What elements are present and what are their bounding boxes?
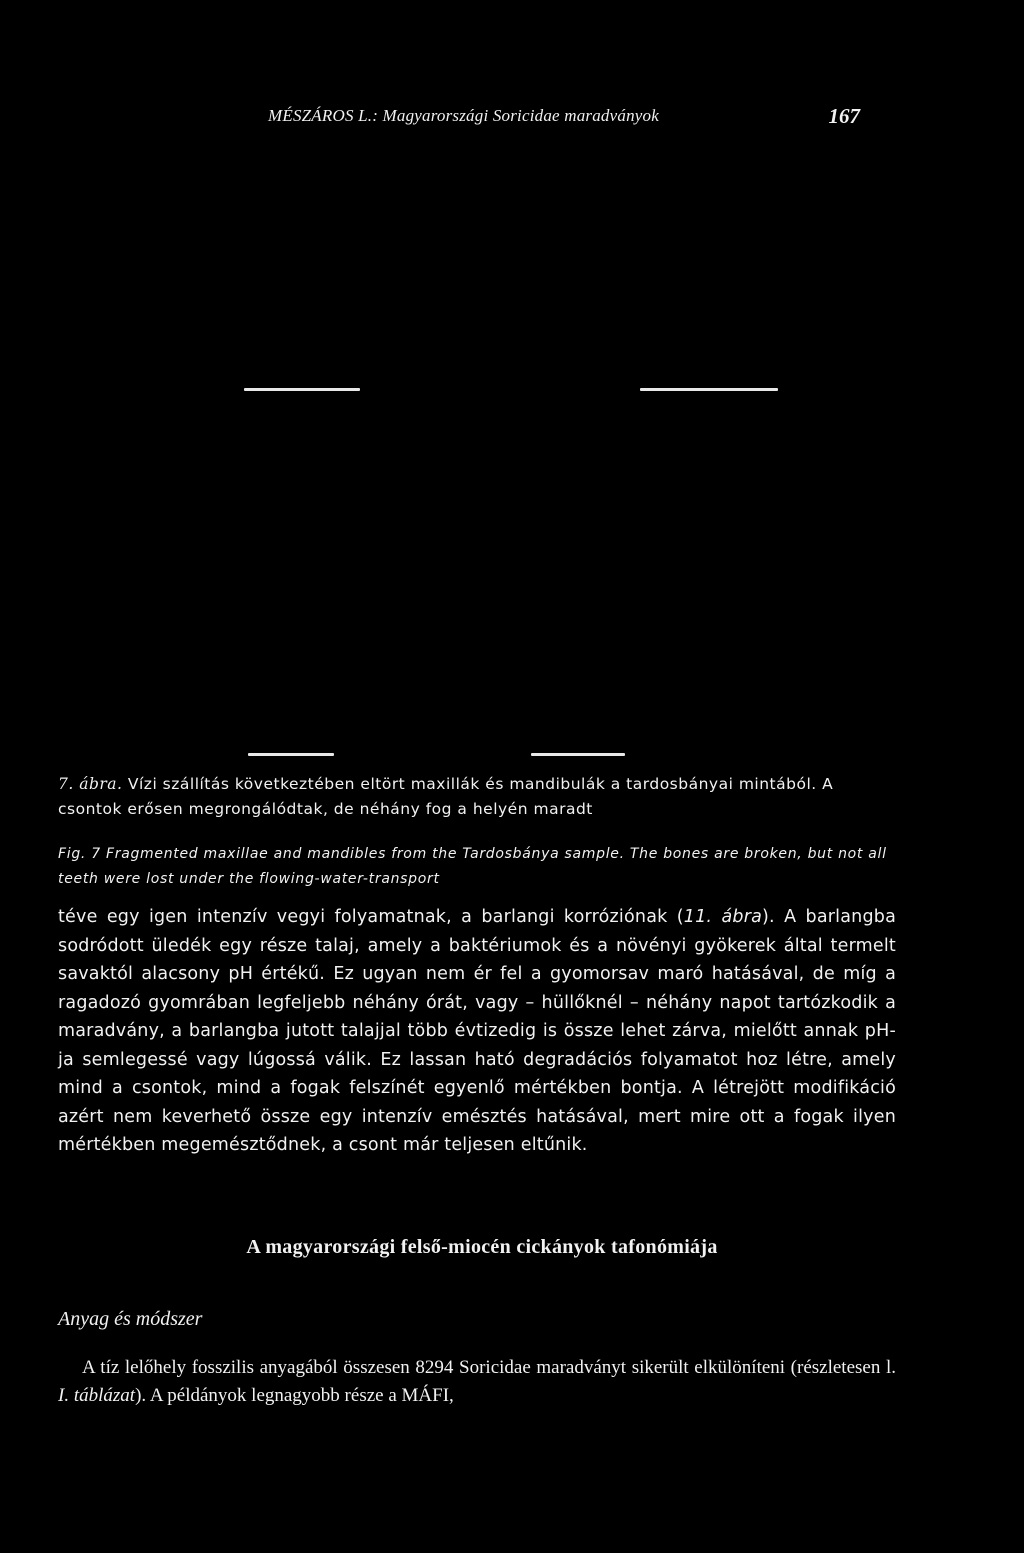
- figure-caption-english: Fig. 7 Fragmented maxillae and mandibles from the Tardosbánya sample. The bones are broken, but not all teeth were lost under the flowing-water-transport: [58, 846, 887, 887]
- subsection-title: Anyag és módszer: [58, 1308, 203, 1330]
- figure-label: 7. ábra.: [58, 775, 123, 793]
- figure-7-photo: [0, 150, 1024, 770]
- body-text: A tíz lelőhely fosszilis anyagából összesen 8294 Soricidae maradványt sikerült elkülöníteni (részletesen l.: [82, 1357, 896, 1378]
- scale-bar: [244, 388, 360, 391]
- section-title: A magyarországi felső-miocén cickányok tafonómiája: [246, 1236, 718, 1258]
- scale-bar: [531, 753, 625, 756]
- page-header: [268, 104, 860, 134]
- body-paragraph: [58, 1354, 896, 1410]
- body-text: ). A barlangba sodródott üledék egy része talaj, amely a baktériumok és a növényi gyökerek által termelt savaktól alacsony pH értékű. Ez ugyan nem ér fel a gyomorsav maró hatásával, de míg a ragadozó gyomrában legfeljebb néhány órát, vagy – hüllőknél – néhány napot tartózkodik a maradvány, a barlangba jutott talajjal több évtizedig is össze lehet zárva, mielőtt annak pH-ja semlegessé vagy lúgossá válik. Ez lassan ható degradációs folyamatot hoz létre, amely mind a csontok, mind a fogak felszínét egyenlő mértékben bontja. A létrejött modifikáció azért nem keverhető össze egy intenzív emésztés hatásával, mert mire ott a fogak ilyen mértékben megemésztődnek, a csont már teljesen eltűnik.: [58, 907, 896, 1155]
- page-number: 167: [828, 104, 860, 128]
- scale-bar: [640, 388, 778, 391]
- table-reference: I. táblázat: [58, 1385, 136, 1406]
- figure-reference: 11. ábra: [683, 907, 763, 927]
- body-text: téve egy igen intenzív vegyi folyamatnak, a barlangi korróziónak (: [58, 907, 684, 927]
- figure-caption-hungarian: [58, 772, 898, 822]
- scale-bar: [248, 753, 334, 756]
- body-paragraph: [58, 903, 896, 1160]
- body-text: ). A példányok legnagyobb része a MÁFI,: [135, 1385, 454, 1406]
- figure-caption-text: Vízi szállítás következtében eltört maxillák és mandibulák a tardosbányai mintából. A csontok erősen megrongálódtak, de néhány fog a helyén maradt: [58, 775, 834, 818]
- running-head: MÉSZÁROS L.: Magyarországi Soricidae maradványok: [268, 106, 659, 125]
